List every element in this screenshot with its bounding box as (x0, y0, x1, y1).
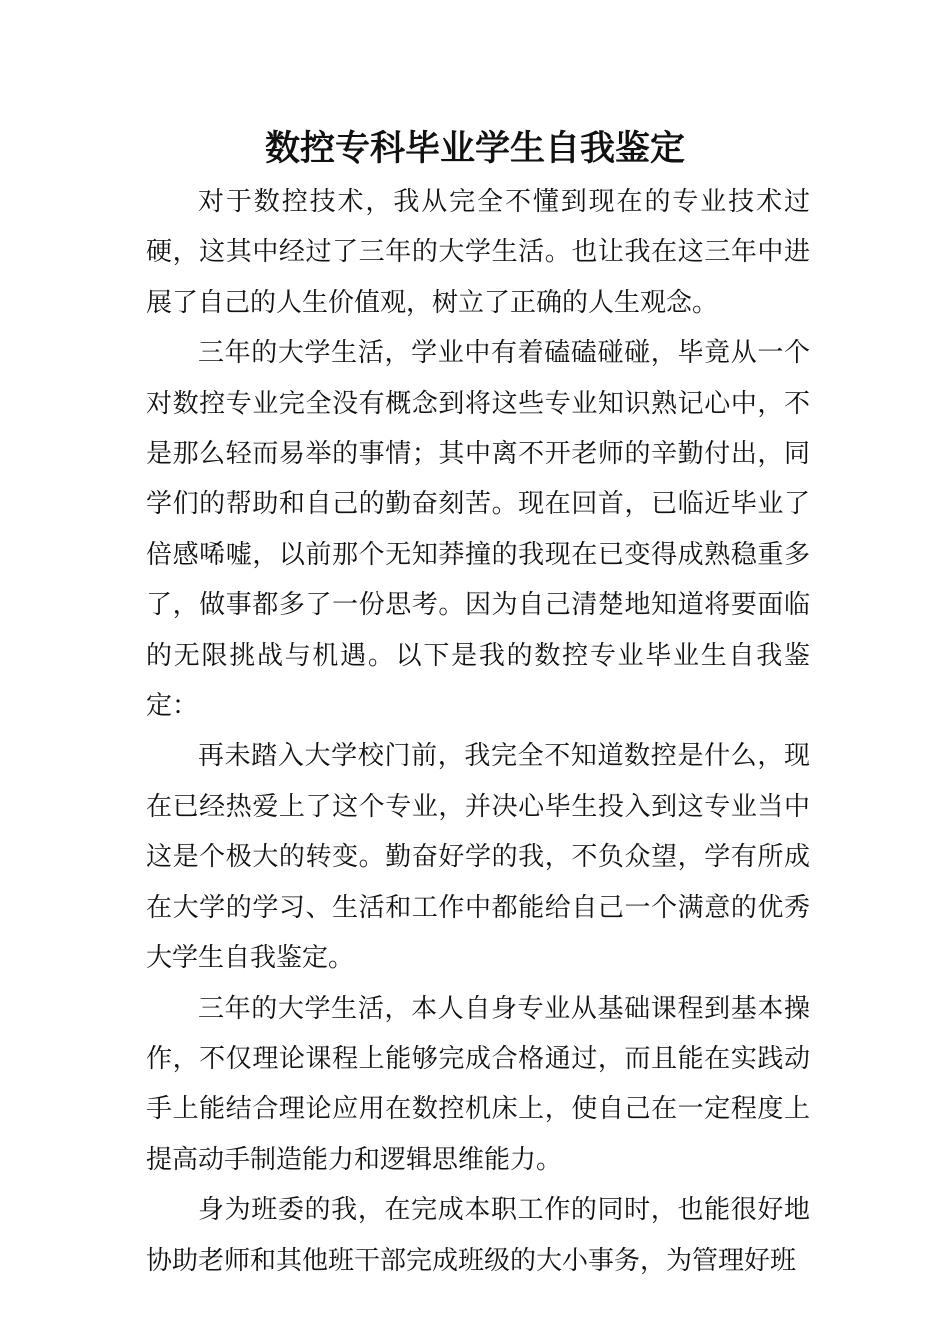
document-body (146, 177, 810, 1286)
document-title: 数控专科毕业学生自我鉴定 (264, 129, 685, 169)
paragraph-2: 三年的大学生活，学业中有着磕磕碰碰，毕竟从一个对数控专业完全没有概念到将这些专业知识熟记心中，不是那么轻而易举的事情；其中离不开老师的辛勤付出，同学们的帮助和自己的勤奋刻苦。现在回首，已临近毕业了倍感唏嘘，以前那个无知莽撞的我现在已变得成熟稳重多了，做事都多了一份思考。因为自己清楚地知道将要面临的无限挑战与机遇。以下是我的数控专业毕业生自我鉴定： (146, 338, 810, 722)
paragraph-1: 对于数控技术，我从完全不懂到现在的专业技术过硬，这其中经过了三年的大学生活。也让我在这三年中进展了自己的人生价值观，树立了正确的人生观念。 (146, 187, 810, 318)
paragraph-3: 再未踏入大学校门前，我完全不知道数控是什么，现在已经热爱上了这个专业，并决心毕生投入到这专业当中这是个极大的转变。勤奋好学的我，不负众望，学有所成在大学的学习、生活和工作中都能给自己一个满意的优秀大学生自我鉴定。 (146, 741, 810, 974)
paragraph-4: 三年的大学生活，本人自身专业从基础课程到基本操作，不仅理论课程上能够完成合格通过，而且能在实践动手上能结合理论应用在数控机床上，使自己在一定程度上提高动手制造能力和逻辑思维能力。 (146, 993, 810, 1175)
paragraph-5: 身为班委的我，在完成本职工作的同时，也能很好地协助老师和其他班干部完成班级的大小事务，为管理好班 (146, 1195, 810, 1276)
